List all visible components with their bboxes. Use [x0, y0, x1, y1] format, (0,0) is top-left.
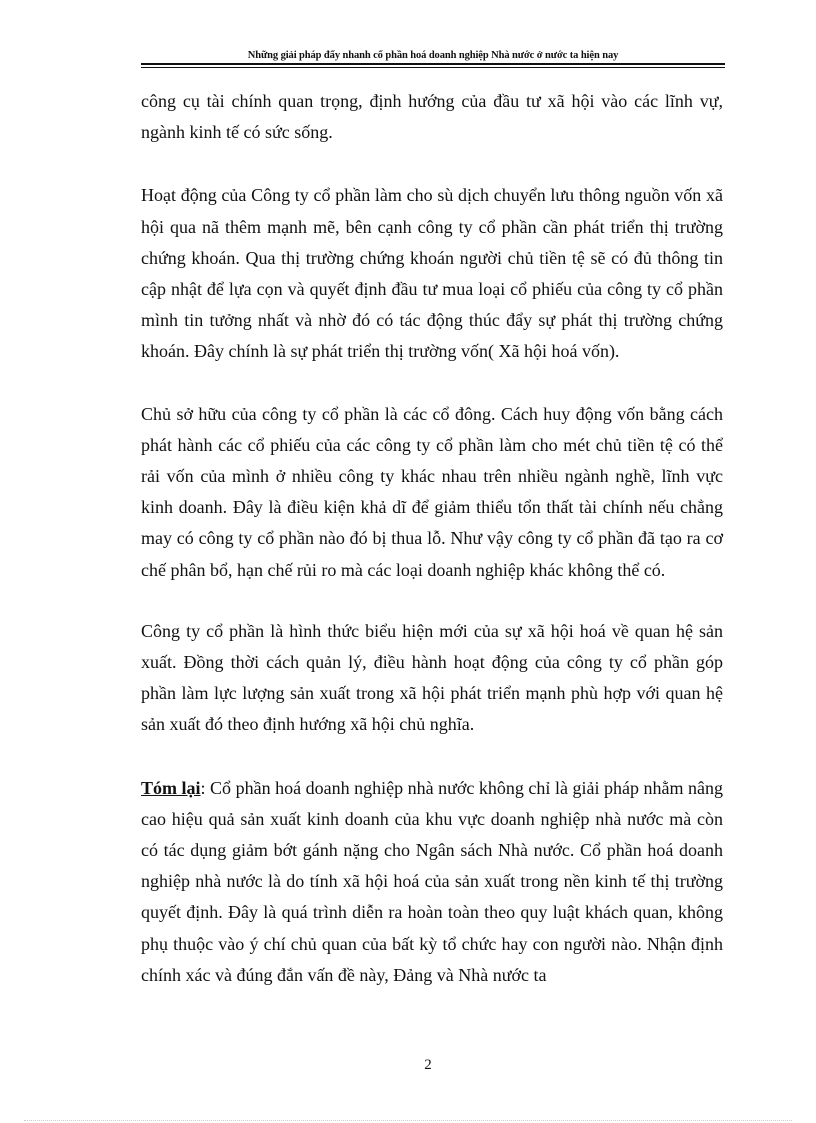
header-rule-thick [141, 63, 725, 65]
running-header: Những giải pháp đẩy nhanh cổ phần hoá doanh nghiệp Nhà nước ở nước ta hiện nay [247, 50, 619, 61]
paragraph-stock-market: Hoạt động của Công ty cổ phần làm cho sù dịch chuyển lưu thông nguồn vốn xã hội qua nã thêm mạnh mẽ, bên cạnh công ty cổ phần cần phát triển thị trường chứng khoán. Qua thị trường chứng khoán người chủ tiền tệ sẽ có đủ thông tin cập nhật để lựa cọn và quyết định đầu tư mua loại cổ phiếu của công ty cổ phần mình tin tưởng nhất và nhờ đó có tác động thúc đẩy sự phát thị trường chứng khoán. Đây chính là sự phát triển thị trường vốn( Xã hội hoá vốn). [141, 185, 723, 362]
paragraph-continuation: công cụ tài chính quan trọng, định hướng của đầu tư xã hội vào các lĩnh vự, ngành kinh tế có sức sống. [141, 91, 723, 143]
paragraph-summary [141, 773, 723, 991]
paragraph-shareholders: Chủ sở hữu của công ty cổ phần là các cổ đông. Cách huy động vốn bằng cách phát hành các cổ phiếu của các công ty cổ phần làm cho mét chủ tiền tệ có thể rải vốn của mình ở nhiều công ty khác nhau trên nhiều ngành nghề, lĩnh vực kinh doanh. Đây là điều kiện khả dĩ để giảm thiểu tổn thất tài chính nếu chẳng may có công ty cổ phần nào đó bị thua lỗ. Như vậy công ty cổ phần đã tạo ra cơ chế phân bổ, hạn chế rủi ro mà các loại doanh nghiệp khác không thể có. [141, 403, 723, 580]
page-number: 2 [424, 1057, 432, 1073]
header-rule-thin [141, 67, 725, 68]
summary-text: : Cổ phần hoá doanh nghiệp nhà nước không chỉ là giải pháp nhằm nâng cao hiệu quả sản xuất kinh doanh của khu vực doanh nghiệp nhà nước mà còn có tác dụng giảm bớt gánh nặng cho Ngân sách Nhà nước. Cổ phần hoá doanh nghiệp nhà nước là do tính xã hội hoá của sản xuất trong nền kinh tế thị trường quyết định. Đây là quá trình diễn ra hoàn toàn theo quy luật khách quan, không phụ thuộc vào ý chí chủ quan của bất kỳ tổ chức hay con người nào. Nhận định chính xác và đúng đắn vấn đề này, Đảng và Nhà nước ta [141, 777, 723, 985]
page-bottom-rule [24, 1120, 792, 1121]
document-body [141, 86, 723, 991]
paragraph-socialization: Công ty cổ phần là hình thức biểu hiện mới của sự xã hội hoá về quan hệ sản xuất. Đồng thời cách quản lý, điều hành hoạt động của công ty cổ phần góp phần làm lực lượng sản xuất trong xã hội phát triển mạnh phù hợp với quan hệ sản xuất đó theo định hướng xã hội chủ nghĩa. [141, 620, 723, 735]
summary-label: Tóm lại [141, 777, 201, 798]
